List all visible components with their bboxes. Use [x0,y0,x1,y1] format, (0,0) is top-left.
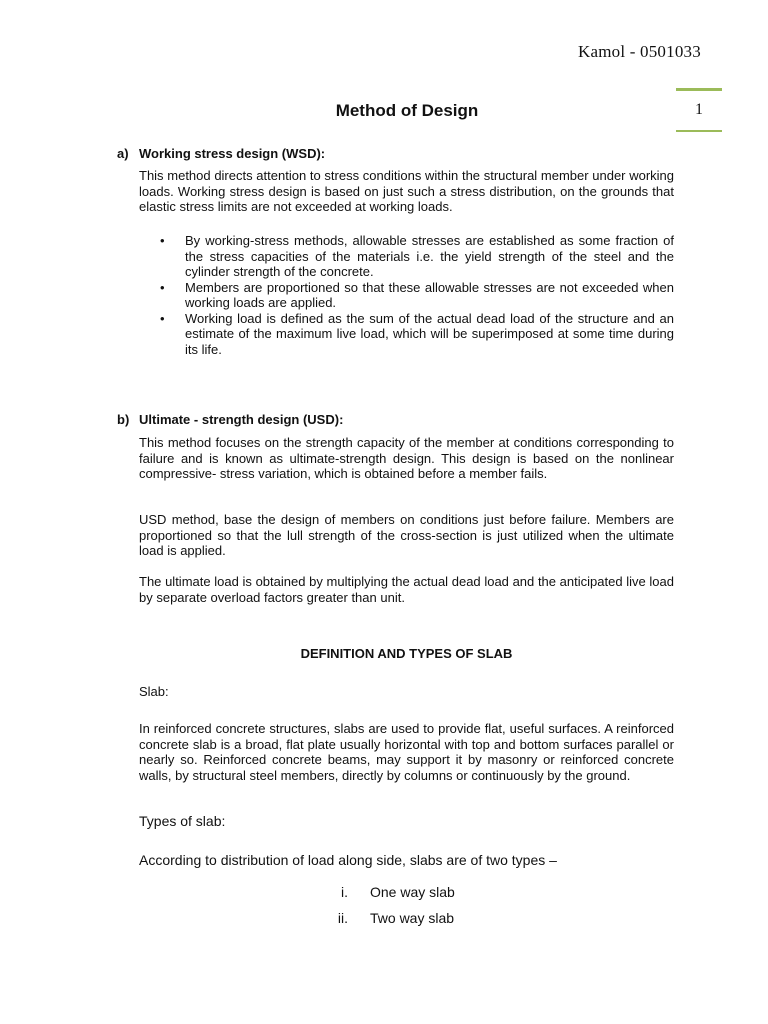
section-b-paragraph-1: This method focuses on the strength capacity of the member at conditions corresponding to failure and is known as ultimate-strength design. This design is based on the nonlinear compressive- stress variation, which is obtained before a member fails. [139,435,674,481]
list-item [160,280,674,311]
section-b-heading-text: Ultimate - strength design (USD): [139,412,344,427]
page-number: 1 [695,101,703,118]
list-item [318,884,455,900]
section-a-marker: a) [117,146,129,161]
section-b-heading [117,412,343,427]
bullet-text: By working-stress methods, allowable stresses are established as some fraction of the stress capacities of the materials i.e. the yield strength of the steel and the cylinder strength of the concrete. [185,233,674,279]
types-intro: According to distribution of load along side, slabs are of two types – [139,852,557,868]
bullet-icon: • [160,233,165,248]
slab-section-heading: DEFINITION AND TYPES OF SLAB [300,646,513,661]
section-b-paragraph-2: USD method, base the design of members on conditions just before failure. Members are proportioned so that the lull strength of the cross-section is just utilized when the ultimate load is applied. [139,512,674,558]
slab-type-text: Two way slab [370,910,455,926]
section-a-bullet-list [160,233,674,357]
header-author-id: Kamol - 0501033 [578,42,701,61]
bullet-text: Working load is defined as the sum of the actual dead load of the structure and an estimate of the maximum live load, which will be superimposed at some time during its life. [185,310,674,357]
section-b-paragraph-3: The ultimate load is obtained by multiplying the actual dead load and the anticipated live load by separate overload factors greater than unit. [139,574,674,605]
bullet-icon: • [160,279,165,295]
section-a-paragraph: This method directs attention to stress conditions within the structural member under working loads. Working stress design is based on just such a stress distribution, on the grounds that elastic stress limits are not exceeded at working loads. [139,168,674,214]
bullet-icon: • [160,310,165,326]
slab-paragraph: In reinforced concrete structures, slabs are used to provide flat, useful surfaces. A reinforced concrete slab is a broad, flat plate usually horizontal with top and bottom surfaces parallel or nearly so. Reinforced concrete beams, may support it by masonry or reinforced concrete walls, by structural steel members, directly by columns or continuously by the ground. [139,721,674,783]
section-b-marker: b) [117,412,130,427]
list-item [160,311,674,358]
roman-numeral: ii. [337,910,348,926]
list-item [160,233,674,280]
bullet-text: Members are proportioned so that these allowable stresses are not exceeded when working loads are applied. [185,279,674,310]
roman-numeral: i. [341,884,348,900]
section-a-heading-text: Working stress design (WSD): [139,146,326,161]
page-title: Method of Design [335,101,479,120]
types-of-slab-label: Types of slab: [139,813,226,829]
list-item [318,910,454,926]
slab-label: Slab: [139,684,169,699]
section-a-heading [117,146,325,161]
slab-type-text: One way slab [370,884,455,900]
